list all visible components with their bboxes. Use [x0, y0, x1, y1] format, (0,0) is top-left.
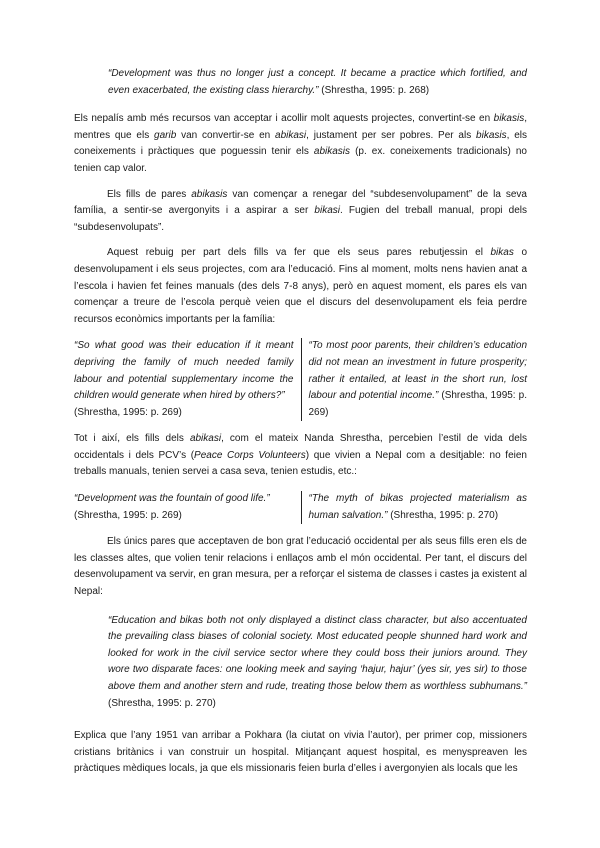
paragraph-6: Explica que l’any 1951 van arribar a Pokhara (la ciutat on vivia l’autor), per primer cop, missioners cristians britànics i van construir un hospital. Mitjançant aquest hospital, es menyspreaven les pràctiques mèdiques locals, ja que els missionaris feien burla d’elles i avergonyien als locals que les — [74, 730, 527, 775]
text-run: Tot i així, els fills dels — [74, 433, 190, 445]
quote-text: “Education and bikas both not only displayed a distinct class character, but also accentuated the prevailing class biases of colonial society. Most educated people shunned hard work and looked for work in the civil service sector where they could boss their juniors around. They wore two disparate faces: one looking meek and saying ‘hajur, hajur’ (yes sir, yes sir) to those above them and another stern and rude, treating those below them as worthless subhumans.” — [108, 614, 527, 692]
text-run: Els nepalís amb més recursos van acceptar i acollir molt aquests projectes, convertint-se en — [74, 113, 494, 125]
text-run: Els fills de pares — [107, 188, 192, 200]
term-italic: bikasis — [493, 113, 525, 125]
quote-text: “The myth of bikas projected materialism as human salvation.” — [308, 493, 527, 521]
text-run: ) que vivien a Nepal com a desitjable: no feien treballs manuals, tenien servei a casa seva, tenien estudis, etc.: — [74, 449, 527, 478]
text-run: van convertir-se en — [176, 129, 276, 141]
text-run: Aquest rebuig per part dels fills va fer que els seus pares rebutjessin el — [107, 247, 491, 259]
text-run: . Fugien del treball manual, propi dels “subdesenvolupats”. — [74, 205, 527, 233]
term-italic: bikasi — [314, 205, 340, 217]
text-run: o desenvolupament i els seus projectes, com ara l’educació. Fins al moment, molts nens havien anat a l’escola i havien fet feines manuals (des dels 7-8 anys), però en aquest moment, els pares els van començar a treure de l’escola perquè veien que el discurs del desenvolupament els feia perdre recursos econòmics importants per la família: — [74, 247, 528, 325]
quote-cell-left — [74, 338, 301, 421]
text-run: , els coneixements i pràctiques que poguessin tenir els — [74, 129, 527, 158]
term-italic: abikasis — [191, 188, 228, 200]
quote-cell-left — [74, 491, 301, 524]
quote-text: “So what good was their education if it meant depriving the family of much needed family labour and potential supplementary income the children would generate when hired by others?” — [74, 340, 294, 402]
block-quote-1 — [74, 66, 527, 99]
quote-table-2 — [74, 491, 527, 524]
text-run: , mentres que els — [74, 113, 527, 141]
text-run: , com el mateix Nanda Shrestha, percebien l’estil de vida dels occidentals i dels PCV’s ( — [74, 433, 527, 461]
term-italic: garib — [154, 129, 177, 141]
citation: (Shrestha, 1995: p. 269) — [74, 509, 182, 521]
quote-cell-right — [301, 338, 528, 421]
citation: (Shrestha, 1995: p. 270) — [390, 509, 499, 521]
text-run: van començar a renegar del “subdesenvolupament” de la seva família, a sentir-se avergonyits i a aspirar a ser — [74, 188, 527, 217]
term-italic: bikasis — [476, 129, 507, 141]
term-italic: Peace Corps Volunteers — [194, 449, 306, 461]
term-italic: abikasis — [313, 146, 351, 158]
quote-text: “Development was the fountain of good life.” — [74, 493, 270, 505]
quote-text: “Development was thus no longer just a concept. It became a practice which fortified, and even exacerbated, the existing class hierarchy.” — [108, 68, 527, 96]
quote-text: “To most poor parents, their children’s education did not mean an investment in future prosperity; rather it entailed, at least in the short run, lost labour and potential income.” — [308, 340, 527, 402]
block-quote-2 — [74, 613, 527, 713]
text-run: , justament per ser pobres. Per als — [306, 129, 477, 141]
quote-table-1 — [74, 338, 527, 421]
paragraph-3 — [74, 245, 527, 328]
citation: (Shrestha, 1995: p. 269) — [308, 390, 527, 418]
quote-cell-right — [301, 491, 528, 524]
paragraph-4 — [74, 431, 527, 481]
citation: (Shrestha, 1995: p. 268) — [321, 84, 430, 96]
paragraph-5: Els únics pares que acceptaven de bon grat l’educació occidental per als seus fills eren els de les classes altes, que volien tenir relacions i enllaços amb el món occidental. Per tant, el discurs del desenvolupament va servir, en gran mesura, per a reforçar el sistema de classes i castes ja existent al Nepal: — [74, 536, 527, 598]
paragraph-2 — [74, 187, 527, 237]
citation: (Shrestha, 1995: p. 269) — [74, 406, 182, 418]
term-italic: bikas — [490, 247, 514, 259]
text-run: (p. ex. coneixements tradicionals) no tenien cap valor. — [74, 146, 527, 174]
term-italic: abikasi — [275, 129, 307, 141]
citation: (Shrestha, 1995: p. 270) — [108, 697, 216, 709]
term-italic: abikasi — [189, 433, 222, 445]
paragraph-1 — [74, 111, 527, 177]
